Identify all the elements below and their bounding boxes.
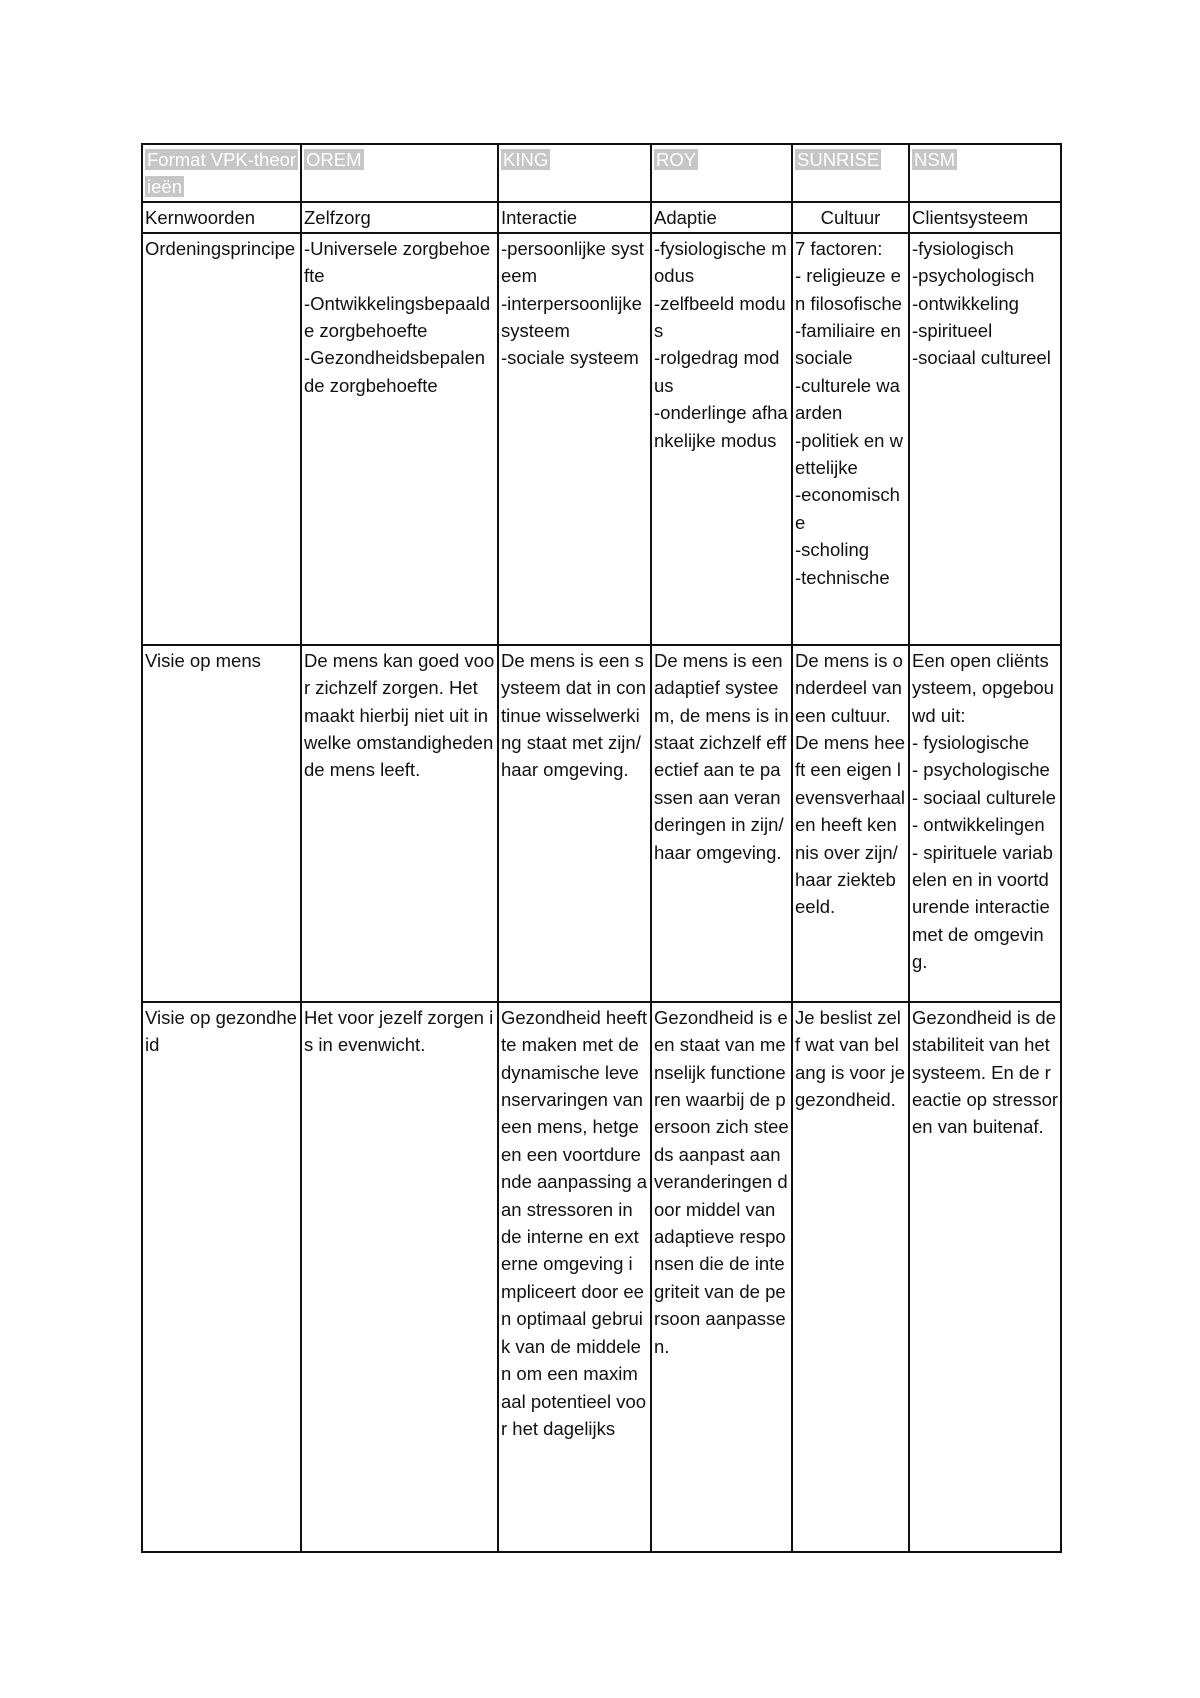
header-cell-roy	[651, 144, 792, 202]
list-item: -Gezondheidsbepalende zorgbehoefte	[304, 347, 486, 396]
table-cell	[792, 233, 909, 645]
list-item: - religieuze en filosofische	[795, 265, 902, 314]
list-item: -Ontwikkelingsbepaalde zorgbehoefte	[304, 292, 491, 342]
list-item: -fysiologische modus	[654, 237, 787, 287]
header-label: SUNRISE	[797, 149, 880, 170]
table-cell: Zelfzorg	[301, 202, 498, 233]
list-item: -onderlinge afhankelijke modus	[654, 402, 788, 451]
list-item: -rolgedrag modus	[654, 347, 780, 396]
list-item: -persoonlijke systeem	[501, 237, 644, 287]
list-item: -sociale systeem	[501, 347, 639, 369]
list-item: -Universele zorgbehoefte	[304, 237, 491, 287]
list-item: -interpersoonlijke systeem	[501, 292, 642, 342]
header-cell-orem	[301, 144, 498, 202]
list-item: -sociaal cultureel	[912, 347, 1051, 369]
table-cell: Gezondheid heeft te maken met de dynamische levenservaringen van een mens, hetgeen een voortdurende aanpassing aan stressoren in de interne en externe omgeving impliceert door een optimaal gebruik van de middelen om een maximaal potentieel voor het dagelijks	[498, 1002, 651, 1552]
table-cell	[909, 645, 1061, 1002]
row-label: Ordeningsprincipe	[142, 233, 301, 645]
table-cell: De mens is onderdeel van een cultuur. De mens heeft een eigen levensverhaal en heeft kennis over zijn/haar ziektebeeld.	[792, 645, 909, 1002]
header-label: NSM	[914, 149, 956, 170]
table-cell: Adaptie	[651, 202, 792, 233]
header-cell-king	[498, 144, 651, 202]
table-cell: Gezondheid is een staat van menselijk functioneren waarbij de persoon zich steeds aanpast aan veranderingen door middel van adaptieve responsen die de integriteit van de persoon aanpassen.	[651, 1002, 792, 1552]
table-row-visie-op-gezondheid	[142, 1002, 1061, 1552]
table-row-visie-op-mens	[142, 645, 1061, 1002]
table-cell: Interactie	[498, 202, 651, 233]
list-item: -culturele waarden	[795, 374, 900, 424]
list-item: -economische	[795, 484, 900, 533]
list-item: - spirituele variabelen en in voortdurende interactie met de omgeving.	[912, 841, 1053, 973]
table-cell	[498, 233, 651, 645]
header-label: ROY	[656, 149, 697, 170]
list-item: -spiritueel	[912, 320, 993, 342]
header-cell-format	[142, 144, 301, 202]
list-item: -psychologisch	[912, 265, 1035, 287]
header-cell-sunrise	[792, 144, 909, 202]
list-item: -fysiologisch	[912, 237, 1014, 259]
list-item: -politiek en wettelijke	[795, 429, 903, 479]
table-row-ordeningsprincipe	[142, 233, 1061, 645]
table-cell: De mens kan goed voor zichzelf zorgen. Het maakt hierbij niet uit in welke omstandigheden de mens leeft.	[301, 645, 498, 1002]
header-label: OREM	[306, 149, 362, 170]
list-item: -ontwikkeling	[912, 292, 1019, 314]
table-cell: De mens is een adaptief systeem, de mens is in staat zichzelf effectief aan te passen aan veranderingen in zijn/haar omgeving.	[651, 645, 792, 1002]
table-header-row	[142, 144, 1061, 202]
row-label: Visie op gezondheid	[142, 1002, 301, 1552]
list-item: - sociaal culturele - ontwikkelingen	[912, 786, 1056, 836]
table-cell	[909, 233, 1061, 645]
list-item: - fysiologische	[912, 732, 1030, 754]
table-cell	[651, 233, 792, 645]
table-cell: De mens is een systeem dat in continue wisselwerking staat met zijn/haar omgeving.	[498, 645, 651, 1002]
vpk-theories-table	[141, 143, 1062, 1553]
table-cell: Je beslist zelf wat van belang is voor je gezondheid.	[792, 1002, 909, 1552]
list-item: - psychologische	[912, 759, 1050, 781]
row-label: Visie op mens	[142, 645, 301, 1002]
table-cell: Cultuur	[792, 202, 909, 233]
table-row-kernwoorden	[142, 202, 1061, 233]
list-item: -scholing	[795, 539, 870, 561]
list-item: 7 factoren:	[795, 237, 883, 259]
table-cell: Het voor jezelf zorgen is in evenwicht.	[301, 1002, 498, 1552]
row-label: Kernwoorden	[142, 202, 301, 233]
header-label: Format VPK-theorieën	[147, 149, 297, 198]
list-item: -familiaire en sociale	[795, 320, 901, 369]
table-cell	[301, 233, 498, 645]
table-cell: Clientsysteem	[909, 202, 1061, 233]
list-item: -zelfbeeld modus	[654, 292, 786, 342]
header-label: KING	[503, 149, 549, 170]
header-cell-nsm	[909, 144, 1061, 202]
list-item: -technische	[795, 566, 890, 588]
list-item: Een open cliëntsysteem, opgebouwd uit:	[912, 649, 1054, 726]
table-cell: Gezondheid is de stabiliteit van het systeem. En de reactie op stressoren van buitenaf.	[909, 1002, 1061, 1552]
